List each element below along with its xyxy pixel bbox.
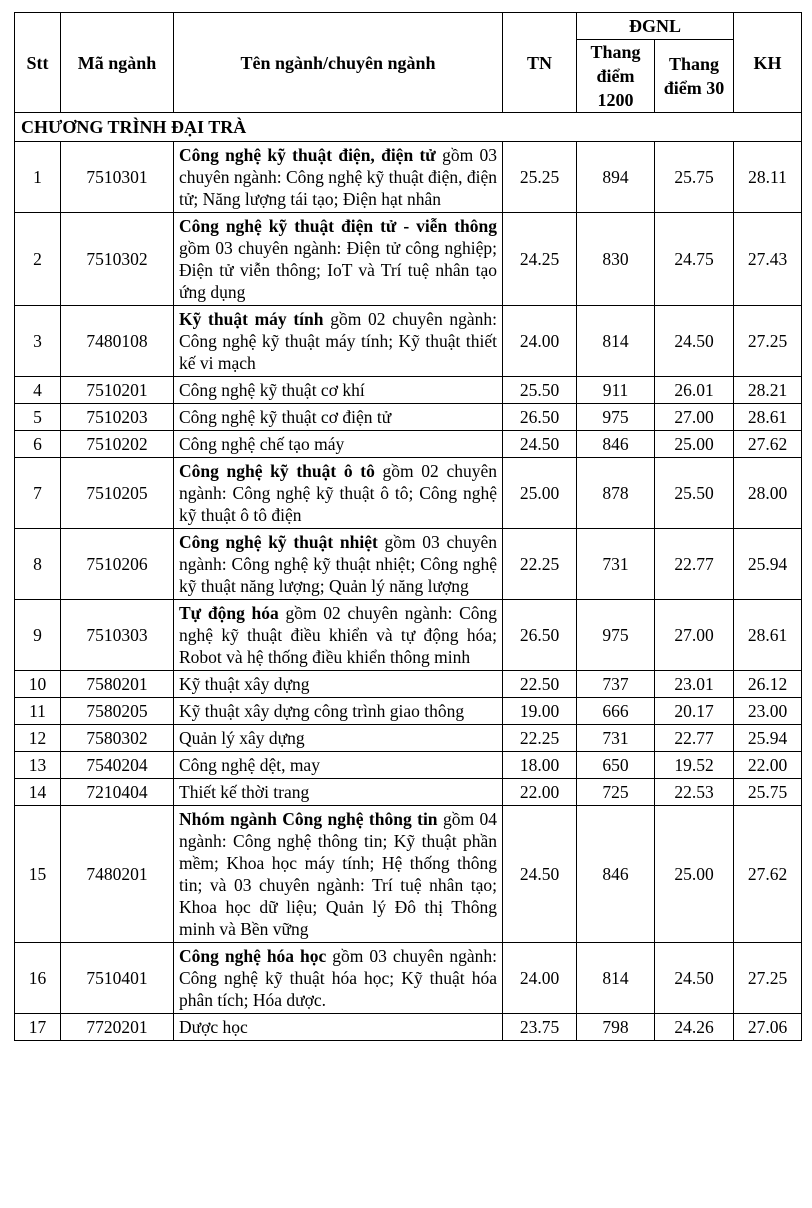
cell-ten-nganh — [174, 404, 503, 431]
major-group-title: Công nghệ hóa học — [179, 946, 327, 966]
header-tn: TN — [503, 13, 577, 113]
cell-tn: 24.00 — [503, 306, 577, 377]
cell-thang-30: 23.01 — [655, 671, 734, 698]
table-row — [15, 458, 802, 529]
major-group-title: Công nghệ kỹ thuật nhiệt — [179, 532, 378, 552]
cell-tn: 24.50 — [503, 431, 577, 458]
cell-tn: 23.75 — [503, 1014, 577, 1041]
table-row — [15, 725, 802, 752]
cell-thang-1200: 666 — [577, 698, 655, 725]
cell-ten-nganh — [174, 698, 503, 725]
cell-thang-30: 26.01 — [655, 377, 734, 404]
cell-tn: 18.00 — [503, 752, 577, 779]
cell-thang-1200: 830 — [577, 213, 655, 306]
cell-thang-1200: 975 — [577, 404, 655, 431]
major-description: Công nghệ dệt, may — [179, 755, 320, 775]
cell-kh: 25.75 — [734, 779, 802, 806]
cell-thang-30: 27.00 — [655, 600, 734, 671]
table-row — [15, 377, 802, 404]
cell-stt: 6 — [15, 431, 61, 458]
cell-ten-nganh — [174, 725, 503, 752]
cell-kh: 27.43 — [734, 213, 802, 306]
cell-ma-nganh: 7510205 — [61, 458, 174, 529]
cell-tn: 19.00 — [503, 698, 577, 725]
table-row — [15, 213, 802, 306]
cell-stt: 14 — [15, 779, 61, 806]
table-row — [15, 1014, 802, 1041]
cell-tn: 26.50 — [503, 600, 577, 671]
cell-ma-nganh: 7510302 — [61, 213, 174, 306]
cell-ten-nganh — [174, 458, 503, 529]
cell-thang-1200: 894 — [577, 142, 655, 213]
cell-kh: 22.00 — [734, 752, 802, 779]
cell-stt: 15 — [15, 806, 61, 943]
cell-ten-nganh — [174, 529, 503, 600]
cell-tn: 22.25 — [503, 529, 577, 600]
cell-ten-nganh — [174, 431, 503, 458]
cell-ten-nganh — [174, 142, 503, 213]
cell-kh: 28.21 — [734, 377, 802, 404]
cell-ten-nganh — [174, 600, 503, 671]
major-description: Công nghệ kỹ thuật cơ điện tử — [179, 407, 392, 427]
cell-thang-30: 27.00 — [655, 404, 734, 431]
cell-stt: 8 — [15, 529, 61, 600]
cell-thang-30: 22.53 — [655, 779, 734, 806]
cell-ma-nganh: 7580205 — [61, 698, 174, 725]
header-ten-nganh: Tên ngành/chuyên ngành — [174, 13, 503, 113]
table-row — [15, 779, 802, 806]
cell-stt: 12 — [15, 725, 61, 752]
major-group-title: Nhóm ngành Công nghệ thông tin — [179, 809, 438, 829]
major-description: gồm 02 chuyên ngành: Công nghệ kỹ thuật máy tính; Kỹ thuật thiết kế vi mạch — [179, 309, 502, 373]
cell-tn: 24.25 — [503, 213, 577, 306]
cell-thang-30: 25.50 — [655, 458, 734, 529]
cell-thang-1200: 975 — [577, 600, 655, 671]
cell-ma-nganh: 7580201 — [61, 671, 174, 698]
header-thang-30: Thang điểm 30 — [655, 40, 734, 113]
cell-kh: 27.62 — [734, 806, 802, 943]
cell-thang-1200: 731 — [577, 529, 655, 600]
section-title: CHƯƠNG TRÌNH ĐẠI TRÀ — [15, 113, 802, 142]
major-description: gồm 02 chuyên ngành: Công nghệ kỹ thuật ô tô; Công nghệ kỹ thuật ô tô điện — [179, 461, 502, 525]
cell-thang-1200: 814 — [577, 943, 655, 1014]
cell-ma-nganh: 7480201 — [61, 806, 174, 943]
cell-thang-1200: 846 — [577, 431, 655, 458]
cell-tn: 22.50 — [503, 671, 577, 698]
cell-thang-1200: 878 — [577, 458, 655, 529]
header-stt: Stt — [15, 13, 61, 113]
cell-ma-nganh: 7510206 — [61, 529, 174, 600]
cell-ten-nganh — [174, 671, 503, 698]
cell-thang-1200: 911 — [577, 377, 655, 404]
cell-ten-nganh — [174, 306, 503, 377]
cell-ma-nganh: 7210404 — [61, 779, 174, 806]
cell-stt: 17 — [15, 1014, 61, 1041]
header-dgnl: ĐGNL — [577, 13, 734, 40]
table-row — [15, 698, 802, 725]
cell-thang-30: 22.77 — [655, 725, 734, 752]
major-description: Kỹ thuật xây dựng — [179, 674, 310, 694]
cell-ten-nganh — [174, 779, 503, 806]
cell-ten-nganh — [174, 752, 503, 779]
major-description: Kỹ thuật xây dựng công trình giao thông — [179, 701, 465, 721]
cell-kh: 28.61 — [734, 404, 802, 431]
cell-thang-1200: 650 — [577, 752, 655, 779]
major-description: gồm 04 ngành: Công nghệ thông tin; Kỹ thuật phần mềm; Khoa học máy tính; Hệ thống thông tin; và 03 chuyên ngành: Trí tuệ nhân tạo; Khoa học dữ liệu; Quản lý Đô thị Thông minh và Bền vững — [179, 809, 502, 939]
cell-tn: 25.50 — [503, 377, 577, 404]
cell-ma-nganh: 7480108 — [61, 306, 174, 377]
cell-thang-30: 24.50 — [655, 306, 734, 377]
cell-tn: 26.50 — [503, 404, 577, 431]
major-group-title: Công nghệ kỹ thuật ô tô — [179, 461, 375, 481]
cell-ten-nganh — [174, 377, 503, 404]
cell-ma-nganh: 7510401 — [61, 943, 174, 1014]
cell-thang-30: 25.00 — [655, 806, 734, 943]
section-row — [15, 113, 802, 142]
cell-kh: 27.25 — [734, 943, 802, 1014]
major-description: gồm 03 chuyên ngành: Công nghệ kỹ thuật điện, điện tử; Năng lượng tái tạo; Điện hạt nhân — [179, 145, 502, 209]
cell-thang-30: 22.77 — [655, 529, 734, 600]
cell-tn: 25.00 — [503, 458, 577, 529]
cell-kh: 27.06 — [734, 1014, 802, 1041]
cell-thang-30: 25.75 — [655, 142, 734, 213]
cell-tn: 24.50 — [503, 806, 577, 943]
header-kh: KH — [734, 13, 802, 113]
major-description: gồm 02 chuyên ngành: Công nghệ kỹ thuật điều khiển và tự động hóa; Robot và hệ thống điều khiển thông minh — [179, 603, 502, 667]
cell-stt: 16 — [15, 943, 61, 1014]
admission-score-table — [14, 12, 802, 1041]
major-group-title: Công nghệ kỹ thuật điện, điện tử — [179, 145, 436, 165]
header-thang-1200: Thang điểm 1200 — [577, 40, 655, 113]
cell-stt: 2 — [15, 213, 61, 306]
major-description: Công nghệ kỹ thuật cơ khí — [179, 380, 365, 400]
major-group-title: Công nghệ kỹ thuật điện tử - viễn thông — [179, 216, 497, 236]
cell-stt: 3 — [15, 306, 61, 377]
major-group-title: Kỹ thuật máy tính — [179, 309, 324, 329]
header-ma-nganh: Mã ngành — [61, 13, 174, 113]
major-description: Quản lý xây dựng — [179, 728, 305, 748]
major-group-title: Tự động hóa — [179, 603, 279, 623]
cell-stt: 7 — [15, 458, 61, 529]
table-row — [15, 806, 802, 943]
cell-thang-1200: 725 — [577, 779, 655, 806]
cell-kh: 27.62 — [734, 431, 802, 458]
cell-stt: 9 — [15, 600, 61, 671]
cell-kh: 28.61 — [734, 600, 802, 671]
table-row — [15, 600, 802, 671]
cell-ma-nganh: 7510201 — [61, 377, 174, 404]
table-row — [15, 529, 802, 600]
major-description: gồm 03 chuyên ngành: Công nghệ kỹ thuật nhiệt; Công nghệ kỹ thuật năng lượng; Quản lý năng lượng — [179, 532, 502, 596]
header-row — [15, 13, 802, 40]
major-description: Dược học — [179, 1017, 248, 1037]
cell-kh: 25.94 — [734, 725, 802, 752]
cell-kh: 27.25 — [734, 306, 802, 377]
cell-kh: 26.12 — [734, 671, 802, 698]
cell-thang-30: 25.00 — [655, 431, 734, 458]
table-row — [15, 142, 802, 213]
cell-kh: 25.94 — [734, 529, 802, 600]
cell-stt: 5 — [15, 404, 61, 431]
cell-ma-nganh: 7510303 — [61, 600, 174, 671]
cell-thang-30: 24.50 — [655, 943, 734, 1014]
table-row — [15, 404, 802, 431]
cell-kh: 23.00 — [734, 698, 802, 725]
major-description: Thiết kế thời trang — [179, 782, 310, 802]
cell-ma-nganh: 7510202 — [61, 431, 174, 458]
cell-ten-nganh — [174, 1014, 503, 1041]
cell-tn: 25.25 — [503, 142, 577, 213]
major-description: gồm 03 chuyên ngành: Công nghệ kỹ thuật hóa học; Kỹ thuật hóa phân tích; Hóa dược. — [179, 946, 502, 1010]
cell-ten-nganh — [174, 213, 503, 306]
cell-stt: 10 — [15, 671, 61, 698]
table-row — [15, 752, 802, 779]
cell-stt: 1 — [15, 142, 61, 213]
cell-ten-nganh — [174, 806, 503, 943]
cell-ma-nganh: 7540204 — [61, 752, 174, 779]
cell-stt: 13 — [15, 752, 61, 779]
major-description: Công nghệ chế tạo máy — [179, 434, 345, 454]
cell-stt: 11 — [15, 698, 61, 725]
cell-ma-nganh: 7510301 — [61, 142, 174, 213]
cell-kh: 28.11 — [734, 142, 802, 213]
cell-ma-nganh: 7720201 — [61, 1014, 174, 1041]
table-row — [15, 671, 802, 698]
cell-thang-1200: 731 — [577, 725, 655, 752]
cell-thang-30: 20.17 — [655, 698, 734, 725]
cell-thang-1200: 846 — [577, 806, 655, 943]
table-row — [15, 943, 802, 1014]
table-row — [15, 431, 802, 458]
cell-thang-1200: 798 — [577, 1014, 655, 1041]
cell-thang-30: 24.75 — [655, 213, 734, 306]
table-row — [15, 306, 802, 377]
cell-stt: 4 — [15, 377, 61, 404]
cell-tn: 22.25 — [503, 725, 577, 752]
cell-ma-nganh: 7510203 — [61, 404, 174, 431]
cell-thang-30: 24.26 — [655, 1014, 734, 1041]
cell-kh: 28.00 — [734, 458, 802, 529]
cell-thang-1200: 814 — [577, 306, 655, 377]
cell-thang-1200: 737 — [577, 671, 655, 698]
cell-ten-nganh — [174, 943, 503, 1014]
cell-ma-nganh: 7580302 — [61, 725, 174, 752]
cell-tn: 24.00 — [503, 943, 577, 1014]
cell-tn: 22.00 — [503, 779, 577, 806]
major-description: gồm 03 chuyên ngành: Điện tử công nghiệp; Điện tử viễn thông; IoT và Trí tuệ nhân tạo ứng dụng — [179, 216, 502, 302]
cell-thang-30: 19.52 — [655, 752, 734, 779]
